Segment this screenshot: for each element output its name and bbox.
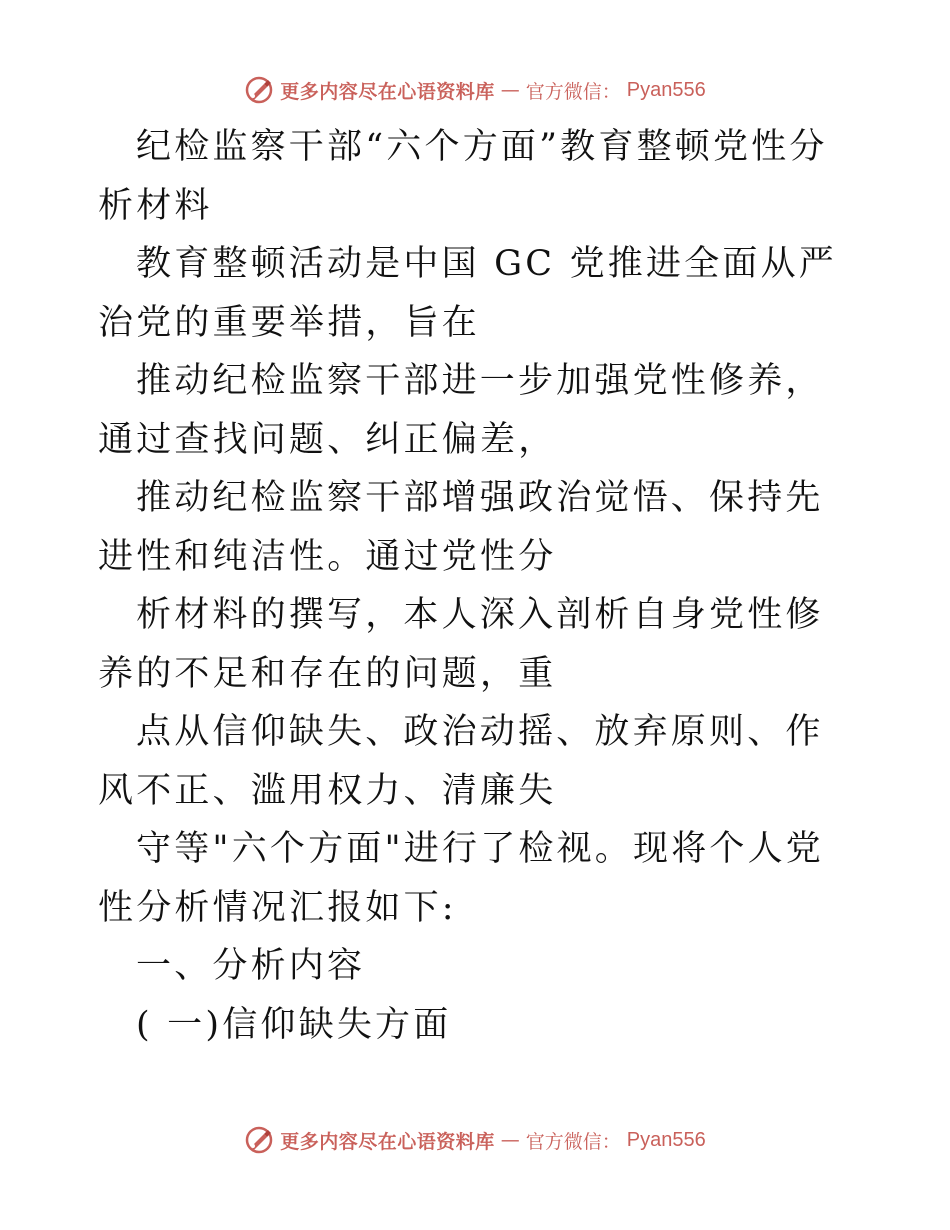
paragraph: 点从信仰缺失、政治动摇、放弃原则、作风不正、滥用权力、清廉失	[98, 712, 824, 811]
watermark-account-label: 官方微信：	[525, 1130, 621, 1153]
paragraph: 推动纪检监察干部进一步加强党性修养，通过查找问题、纠正偏差，	[98, 361, 824, 460]
watermark-header	[0, 70, 950, 110]
watermark-account-label: 官方微信：	[525, 80, 621, 103]
pen-logo-icon	[244, 75, 274, 105]
watermark-footer	[0, 1120, 950, 1160]
pen-logo-icon	[244, 1125, 274, 1155]
document-title: 纪检监察干部“六个方面”教育整顿党性分析材料	[98, 127, 828, 226]
paragraph: 守等"六个方面"进行了检视。现将个人党性分析情况汇报如下:	[98, 829, 824, 928]
watermark-promo-text: 更多内容尽在心语资料库	[280, 1130, 495, 1153]
watermark-promo-text: 更多内容尽在心语资料库	[280, 80, 495, 103]
watermark-separator: —	[500, 79, 520, 101]
document-body	[98, 118, 858, 1054]
paragraph: 推动纪检监察干部增强政治觉悟、保持先进性和纯洁性。通过党性分	[98, 478, 824, 577]
subsection-heading: ( 一)信仰缺失方面	[136, 1004, 452, 1045]
paragraph: 教育整顿活动是中国 GC 党推进全面从严治党的重要举措，旨在	[98, 244, 837, 343]
watermark-account-id: Pyan556	[626, 78, 706, 101]
watermark-account-id: Pyan556	[626, 1128, 706, 1151]
paragraph: 析材料的撰写，本人深入剖析自身党性修养的不足和存在的问题，重	[98, 595, 824, 694]
watermark-separator: —	[500, 1129, 520, 1151]
section-heading: 一、分析内容	[136, 946, 366, 986]
